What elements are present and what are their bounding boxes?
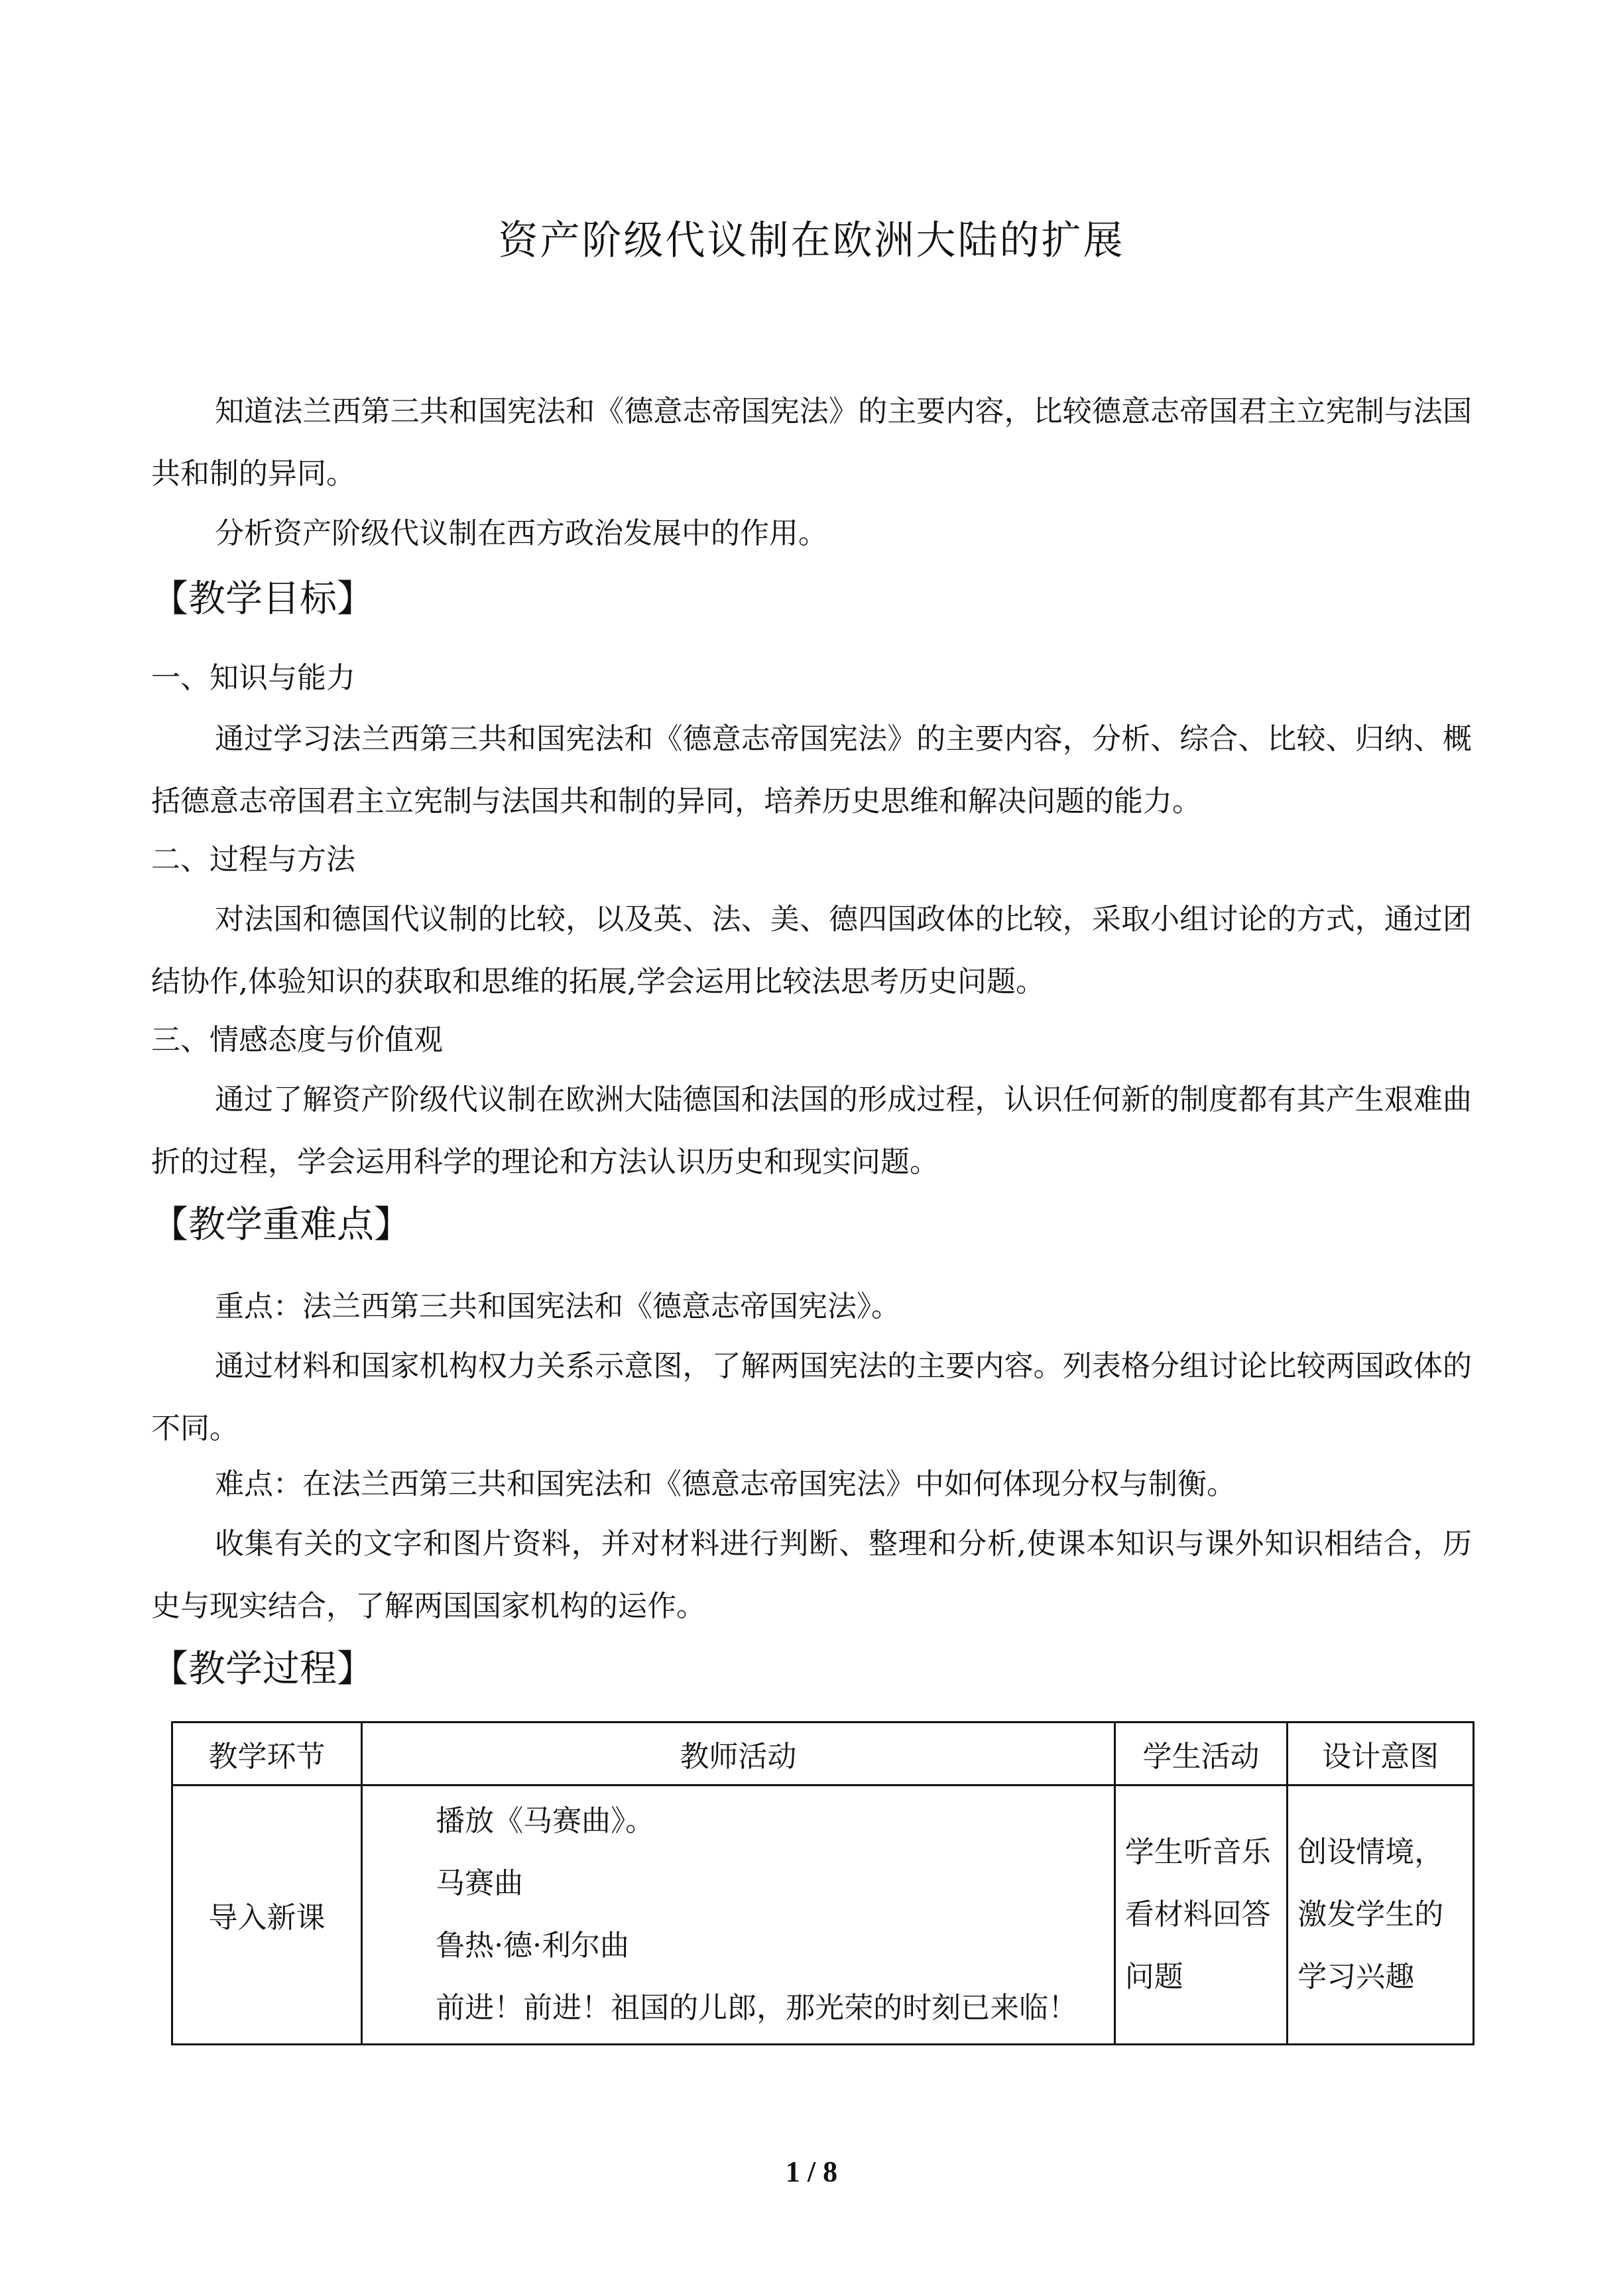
teacher-activity-line: 前进！前进！祖国的儿郎，那光荣的时刻已来临！	[436, 1991, 1078, 2025]
page-number: 1 / 8	[785, 2155, 838, 2188]
table-row	[172, 1785, 1474, 2045]
intro-paragraph: 知道法兰西第三共和国宪法和《德意志帝国宪法》的主要内容，比较德意志帝国君主立宪制与法国共和制的异同。	[151, 394, 1472, 491]
subsection-text: 通过了解资产阶级代议制在欧洲大陆德国和法国的形成过程，认识任何新的制度都有其产生艰难曲折的过程，学会运用科学的理论和方法认识历史和现实问题。	[151, 1083, 1472, 1179]
section-heading-goals: 【教学目标】	[151, 577, 374, 621]
subsection-text: 通过学习法兰西第三共和国宪法和《德意志帝国宪法》的主要内容，分析、综合、比较、归纳、概括德意志帝国君主立宪制与法国共和制的异同，培养历史思维和解决问题的能力。	[151, 722, 1472, 818]
key-point-paragraph: 收集有关的文字和图片资料，并对材料进行判断、整理和分析,使课本知识与课外知识相结合，历史与现实结合，了解两国国家机构的运作。	[151, 1527, 1472, 1623]
subsection-title: 一、知识与能力	[151, 661, 355, 695]
design-intent-cell: 创设情境，激发学生的学习兴趣	[1288, 1785, 1474, 2045]
teacher-activity-line: 播放《马赛曲》。	[436, 1804, 655, 1838]
teacher-activity-cell	[362, 1785, 1115, 2045]
subsection-title: 三、情感态度与价值观	[151, 1023, 443, 1057]
key-point-paragraph: 通过材料和国家机构权力关系示意图，了解两国宪法的主要内容。列表格分组讨论比较两国政体的不同。	[151, 1349, 1472, 1445]
teacher-activity-line: 马赛曲	[436, 1866, 524, 1900]
section-heading-key-points: 【教学重难点】	[151, 1203, 411, 1246]
table-header-row	[172, 1722, 1474, 1785]
student-activity-cell: 学生听音乐看材料回答问题	[1114, 1785, 1287, 2045]
key-point-paragraph: 重点：法兰西第三共和国宪法和《德意志帝国宪法》。	[215, 1290, 900, 1323]
section-heading-process: 【教学过程】	[151, 1648, 374, 1691]
document-title: 资产阶级代议制在欧洲大陆的扩展	[498, 217, 1125, 264]
teaching-process-table	[171, 1721, 1474, 2045]
teacher-activity-line: 鲁热·德·利尔曲	[436, 1929, 630, 1963]
stage-cell: 导入新课	[172, 1785, 362, 2045]
key-point-paragraph: 难点：在法兰西第三共和国宪法和《德意志帝国宪法》中如何体现分权与制衡。	[215, 1467, 1236, 1501]
column-header: 学生活动	[1114, 1722, 1287, 1785]
intro-paragraph: 分析资产阶级代议制在西方政治发展中的作用。	[215, 516, 827, 550]
column-header: 教学环节	[172, 1722, 362, 1785]
subsection-text: 对法国和德国代议制的比较，以及英、法、美、德四国政体的比较，采取小组讨论的方式，通过团结协作,体验知识的获取和思维的拓展,学会运用比较法思考历史问题。	[151, 902, 1472, 998]
column-header: 教师活动	[362, 1722, 1115, 1785]
column-header: 设计意图	[1288, 1722, 1474, 1785]
subsection-title: 二、过程与方法	[151, 843, 355, 876]
